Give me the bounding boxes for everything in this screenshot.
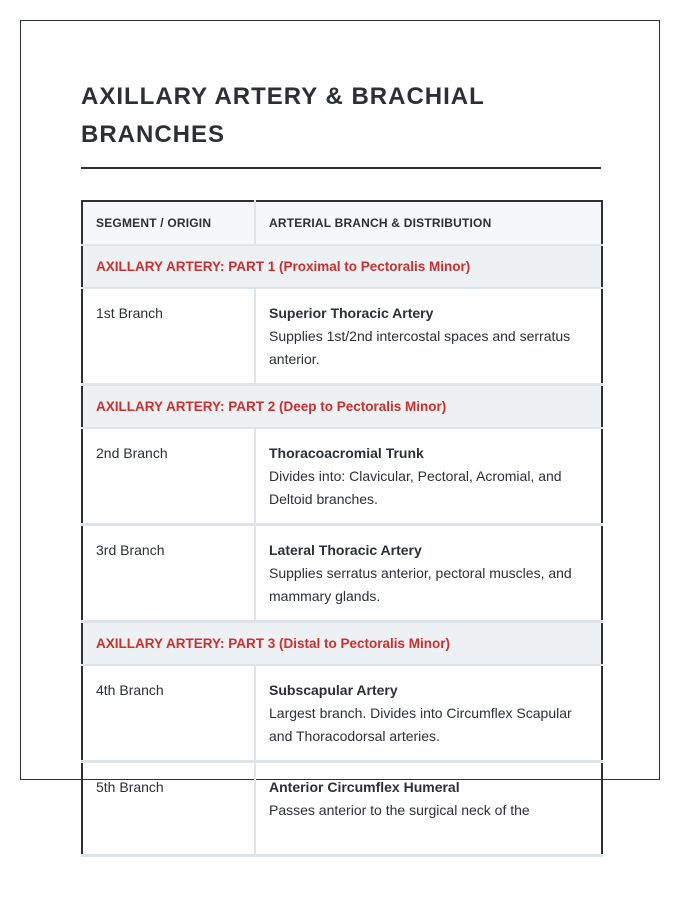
artery-name: Superior Thoracic Artery (269, 305, 434, 321)
table-row (82, 762, 602, 856)
artery-name: Anterior Circumflex Humeral (269, 779, 460, 795)
branch-cell (255, 428, 602, 525)
artery-description: Largest branch. Divides into Circumflex Scapular and Thoracodorsal arteries. (269, 705, 572, 744)
segment-cell: 3rd Branch (82, 525, 255, 622)
artery-name: Lateral Thoracic Artery (269, 542, 422, 558)
table-row (82, 525, 602, 622)
table-row (82, 428, 602, 525)
section-label: AXILLARY ARTERY: PART 3 (Distal to Pectoralis Minor) (82, 622, 602, 666)
segment-cell: 5th Branch (82, 762, 255, 856)
segment-cell: 2nd Branch (82, 428, 255, 525)
section-row-part-1 (82, 245, 602, 288)
artery-description: Passes anterior to the surgical neck of the (269, 802, 530, 818)
table-row (82, 665, 602, 762)
section-row-part-3 (82, 622, 602, 666)
artery-name: Thoracoacromial Trunk (269, 445, 424, 461)
column-header-segment: SEGMENT / ORIGIN (82, 201, 255, 245)
arterial-branches-table (81, 200, 603, 857)
branch-cell (255, 525, 602, 622)
artery-description: Supplies 1st/2nd intercostal spaces and serratus anterior. (269, 328, 571, 367)
artery-description: Divides into: Clavicular, Pectoral, Acromial, and Deltoid branches. (269, 468, 562, 507)
branch-cell (255, 665, 602, 762)
section-row-part-2 (82, 385, 602, 429)
segment-cell: 1st Branch (82, 288, 255, 385)
segment-cell: 4th Branch (82, 665, 255, 762)
title-divider (81, 167, 601, 169)
section-label: AXILLARY ARTERY: PART 2 (Deep to Pectoralis Minor) (82, 385, 602, 429)
page-title: AXILLARY ARTERY & BRACHIAL BRANCHES (81, 83, 485, 148)
section-label: AXILLARY ARTERY: PART 1 (Proximal to Pectoralis Minor) (82, 245, 602, 288)
artery-description: Supplies serratus anterior, pectoral muscles, and mammary glands. (269, 565, 572, 604)
table-header-row (82, 201, 602, 245)
branch-cell (255, 762, 602, 856)
column-header-branch: ARTERIAL BRANCH & DISTRIBUTION (255, 201, 602, 245)
table-container (81, 200, 601, 818)
table-row (82, 288, 602, 385)
artery-name: Subscapular Artery (269, 682, 398, 698)
branch-cell (255, 288, 602, 385)
